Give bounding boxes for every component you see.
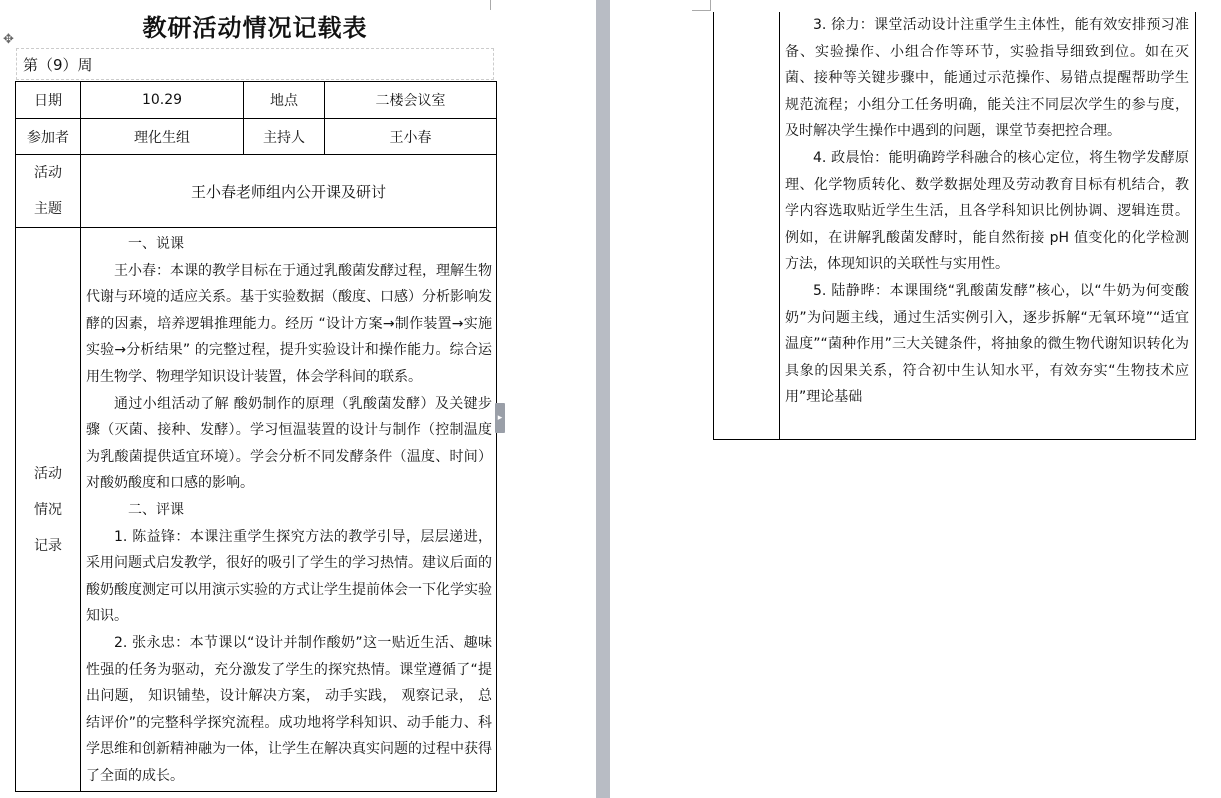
table-row <box>16 228 497 792</box>
date-value[interactable]: 10.29 <box>81 82 244 119</box>
paragraph: 3. 徐力：课堂活动设计注重学生主体性，能有效安排预习准备、实验操作、小组合作等环节，实验指导细致到位。如在灭菌、接种等关键步骤中，能通过示范操作、易错点提醒帮助学生规范流程；小组分工任务明确，能关注不同层次学生的参与度，及时解决学生操作中遇到的问题，课堂节奏把控合理。 <box>785 17 1189 140</box>
host-value[interactable]: 王小春 <box>325 119 497 155</box>
crop-mark <box>692 0 711 11</box>
paragraph: 通过小组活动了解 酸奶制作的原理（乳酸菌发酵）及关键步骤（灭菌、接种、发酵）。学习恒温装置的设计与制作（控制温度为乳酸菌提供适宜环境）。学会分析不同发酵条件（温度、时间）对酸奶酸度和口感的影响。 <box>86 395 492 492</box>
record-table <box>15 81 497 792</box>
record-content-continued[interactable] <box>780 12 1196 440</box>
participants-label: 参加者 <box>16 119 81 155</box>
document-title: 教研活动情况记载表 <box>142 13 368 42</box>
document-page-left <box>0 0 596 798</box>
paragraph: 2. 张永忠：本节课以“设计并制作酸奶”这一贴近生活、趣味性强的任务为驱动，充分激发了学生的探究热情。课堂遵循了“提出问题， 知识铺垫，设计解决方案， 动手实践， 观察记录， 总结评价”的完整科学探究流程。成功地将学科知识、动手能力、科学思维和创新精神融为一体，让学生在解决真实问题的过程中获得了全面的成长。 <box>86 634 492 784</box>
table-row <box>16 119 497 155</box>
date-label: 日期 <box>16 82 81 119</box>
week-label: 第（9）周 <box>16 48 494 80</box>
paragraph: 1. 陈益锋：本课注重学生探究方法的教学引导，层层递进，采用问题式启发教学，很好的吸引了学生的学习热情。建议后面的酸奶酸度测定可以用演示实验的方式让学生提前体会一下化学实验知识。 <box>86 528 492 625</box>
paragraph: 4. 政晨怡：能明确跨学科融合的核心定位，将生物学发酵原理、化学物质转化、数学数据处理及劳动教育目标有机结合，教学内容选取贴近学生生活，且各学科知识比例协调、逻辑连贯。例如，在讲解乳酸菌发酵时，能自然衔接 pH 值变化的化学检测方法，体现知识的关联性与实用性。 <box>785 149 1189 273</box>
table-row <box>16 155 497 228</box>
table-row <box>714 12 1196 440</box>
table-row <box>16 82 497 119</box>
section-heading-review: 二、评课 <box>128 501 184 518</box>
section-heading-lecture: 一、说课 <box>128 236 184 252</box>
table-resize-handle-icon[interactable]: ▸ <box>495 403 505 433</box>
location-label: 地点 <box>244 82 325 119</box>
record-label-cell-continued <box>714 12 780 440</box>
topic-label: 活动 主题 <box>16 155 81 228</box>
record-label: 活动 情况 记录 <box>16 228 81 792</box>
paragraph: 5. 陆静晔：本课围绕“乳酸菌发酵”核心，以“牛奶为何变酸奶”为问题主线，通过生活实例引入，逐步拆解“无氧环境”“适宜温度”“菌种作用”三大关键条件，将抽象的微生物代谢知识转化为具象的因果关系，符合初中生认知水平，有效夯实“生物技术应用”理论基础 <box>785 282 1189 406</box>
table-move-handle-icon[interactable]: ✥ <box>3 32 14 47</box>
location-value[interactable]: 二楼会议室 <box>325 82 497 119</box>
participants-value[interactable]: 理化生组 <box>81 119 244 155</box>
page-gutter <box>596 0 610 798</box>
host-label: 主持人 <box>244 119 325 155</box>
paragraph: 王小春：本课的教学目标在于通过乳酸菌发酵过程，理解生物代谢与环境的适应关系。基于实验数据（酸度、口感）分析影响发酵的因素，培养逻辑推理能力。经历 “设计方案→制作装置→实施实验→分析结果” 的完整过程，提升实验设计和操作能力。综合运用生物学、物理学知识设计装置，体会学科间的联系。 <box>86 262 492 385</box>
record-content[interactable] <box>81 228 497 792</box>
topic-value[interactable]: 王小春老师组内公开课及研讨 <box>81 155 497 228</box>
record-table-continued <box>713 12 1196 440</box>
